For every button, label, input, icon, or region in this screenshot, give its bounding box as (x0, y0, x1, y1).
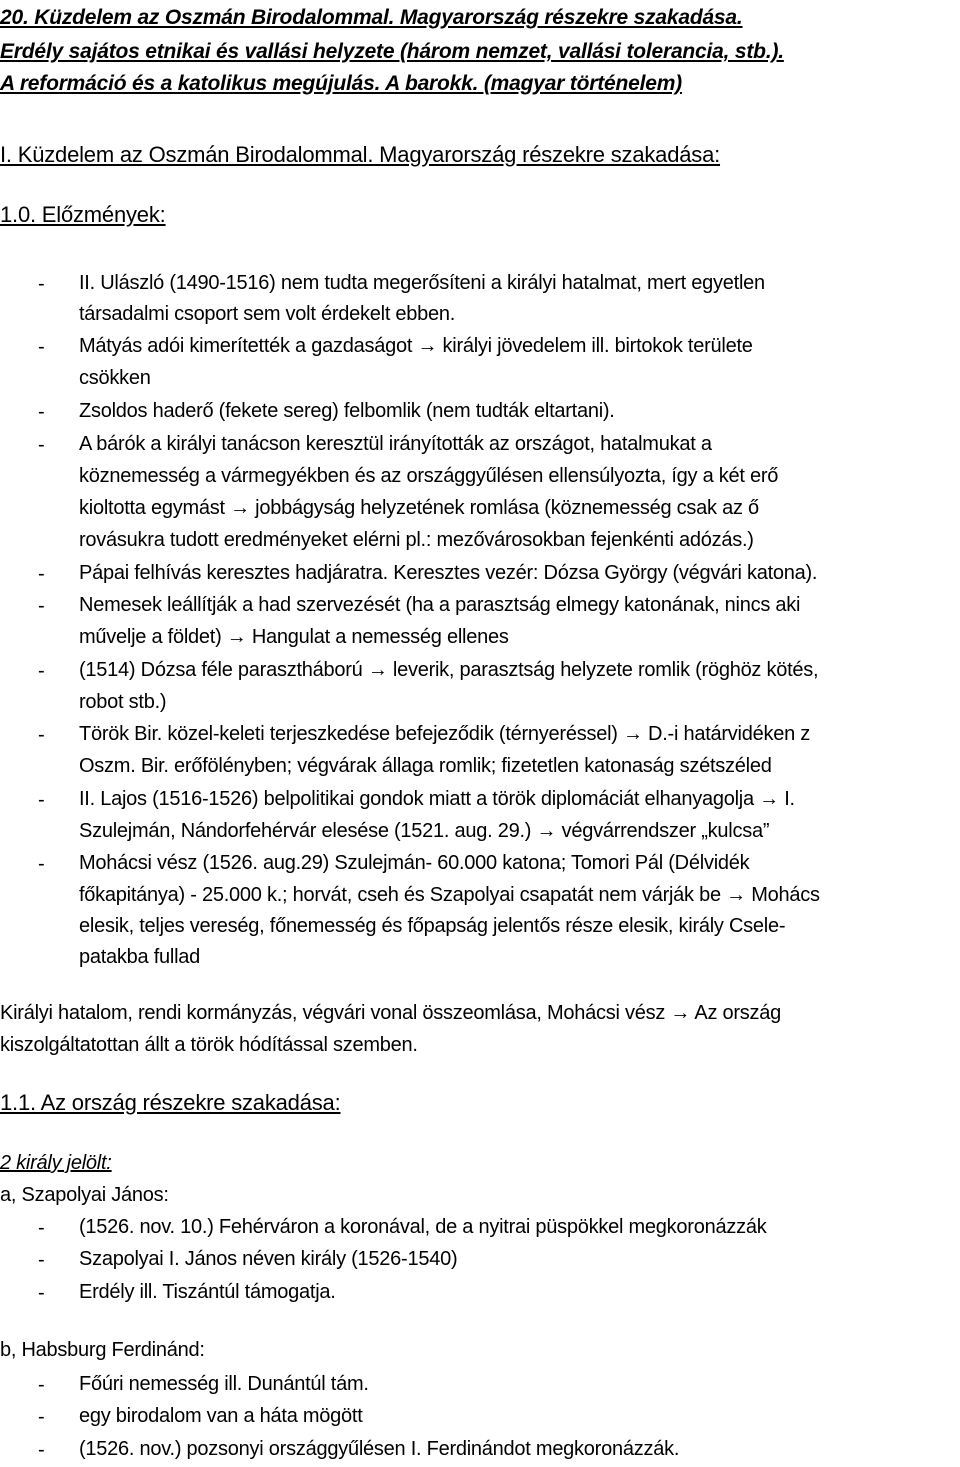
summary-line: Királyi hatalom, rendi kormányzás, végvári vonal összeomlása, Mohácsi vész → Az ország (0, 1002, 782, 1024)
list-dash: - (38, 789, 45, 811)
list-item-line: II. Ulászló (1490-1516) nem tudta megerősíteni a királyi hatalmat, mert egyetlen (79, 272, 765, 294)
list-item-line: művelje a földet) → Hangulat a nemesség ellenes (79, 626, 509, 648)
section-heading-I: I. Küzdelem az Oszmán Birodalommal. Magyarország részekre szakadása: (0, 142, 721, 167)
list-item-line: II. Lajos (1516-1526) belpolitikai gondok miatt a török diplomáciát elhanyagolja → I. (79, 788, 795, 810)
section-heading-1-0: 1.0. Előzmények: (0, 202, 166, 227)
list-item-line: elesik, teljes vereség, főnemesség és főpapság jelentős része elesik, király Csele- (79, 915, 786, 937)
list-dash: - (38, 1249, 45, 1271)
list-item-line: Főúri nemesség ill. Dunántúl tám. (79, 1373, 369, 1395)
list-item-line: patakba fullad (79, 946, 201, 968)
list-item-line: Nemesek leállítják a had szervezését (ha a parasztság elmegy katonának, nincs aki (79, 594, 801, 616)
list-dash: - (38, 563, 45, 585)
list-item-line: A bárók a királyi tanácson keresztül irányították az országot, hatalmukat a (79, 433, 712, 455)
list-item-line: Török Bir. közel-keleti terjeszkedése befejeződik (térnyeréssel) → D.-i határvidéken z (79, 723, 811, 745)
list-item-line: (1526. nov.) pozsonyi országgyűlésen I. Ferdinándot megkoronázzák. (79, 1438, 680, 1460)
list-item-line: kioltotta egymást → jobbágyság helyzetének romlása (köznemesség csak az ő (79, 497, 759, 519)
list-item-line: Oszm. Bir. erőfölényben; végvárak állaga romlik; fizetetlen katonaság szétszéled (79, 755, 772, 777)
title-line-1: 20. Küzdelem az Oszmán Birodalommal. Magyarország részekre szakadása. (0, 6, 743, 29)
list-dash: - (38, 724, 45, 746)
list-item-line: Mohácsi vész (1526. aug.29) Szulejmán- 60.000 katona; Tomori Pál (Délvidék (79, 852, 750, 874)
list-item-line: (1514) Dózsa féle parasztháború → leverik, parasztság helyzete romlik (röghöz kötés, (79, 659, 819, 681)
list-item-line: csökken (79, 367, 151, 389)
list-item-line: Zsoldos haderő (fekete sereg) felbomlik (nem tudták eltartani). (79, 400, 615, 422)
list-dash: - (38, 1282, 45, 1304)
list-dash: - (38, 401, 45, 423)
list-dash: - (38, 1406, 45, 1428)
list-dash: - (38, 273, 45, 295)
list-item-line: Szulejmán, Nándorfehérvár elesése (1521. aug. 29.) → végvárrendszer „kulcsa” (79, 820, 770, 842)
list-dash: - (38, 1374, 45, 1396)
list-item-line: robot stb.) (79, 691, 167, 713)
list-dash: - (38, 660, 45, 682)
candidates-heading: 2 király jelölt: (0, 1152, 112, 1174)
list-item-line: Pápai felhívás keresztes hadjáratra. Keresztes vezér: Dózsa György (végvári katona). (79, 562, 818, 584)
list-item-line: egy birodalom van a háta mögött (79, 1405, 363, 1427)
list-item-line: (1526. nov. 10.) Fehérváron a koronával, de a nyitrai püspökkel megkoronázzák (79, 1216, 767, 1238)
list-dash: - (38, 595, 45, 617)
list-dash: - (38, 1217, 45, 1239)
list-item-line: Mátyás adói kimerítették a gazdaságot → királyi jövedelem ill. birtokok területe (79, 335, 753, 357)
summary-line: kiszolgáltatottan állt a török hódítással szemben. (0, 1034, 418, 1056)
candidate-a-name: a, Szapolyai János: (0, 1184, 169, 1206)
section-heading-1-1: 1.1. Az ország részekre szakadása: (0, 1090, 341, 1115)
list-item-line: Szapolyai I. János néven király (1526-1540) (79, 1248, 458, 1270)
list-item-line: köznemesség a vármegyékben és az országgyűlésen ellensúlyozta, így a két erő (79, 465, 779, 487)
title-line-2: Erdély sajátos etnikai és vallási helyzete (három nemzet, vallási tolerancia, stb.). (0, 40, 784, 63)
candidate-b-name: b, Habsburg Ferdinánd: (0, 1339, 205, 1361)
list-item-line: rovásukra tudott eredményeket elérni pl.: mezővárosokban fejenkénti adózás.) (79, 529, 754, 551)
list-item-line: Erdély ill. Tiszántúl támogatja. (79, 1281, 336, 1303)
title-line-3: A reformáció és a katolikus megújulás. A barokk. (magyar történelem) (0, 72, 682, 95)
list-dash: - (38, 434, 45, 456)
list-dash: - (38, 853, 45, 875)
list-dash: - (38, 336, 45, 358)
list-dash: - (38, 1439, 45, 1461)
list-item-line: társadalmi csoport sem volt érdekelt ebben. (79, 303, 456, 325)
list-item-line: főkapitánya) - 25.000 k.; horvát, cseh és Szapolyai csapatát nem várják be → Mohács (79, 884, 820, 906)
